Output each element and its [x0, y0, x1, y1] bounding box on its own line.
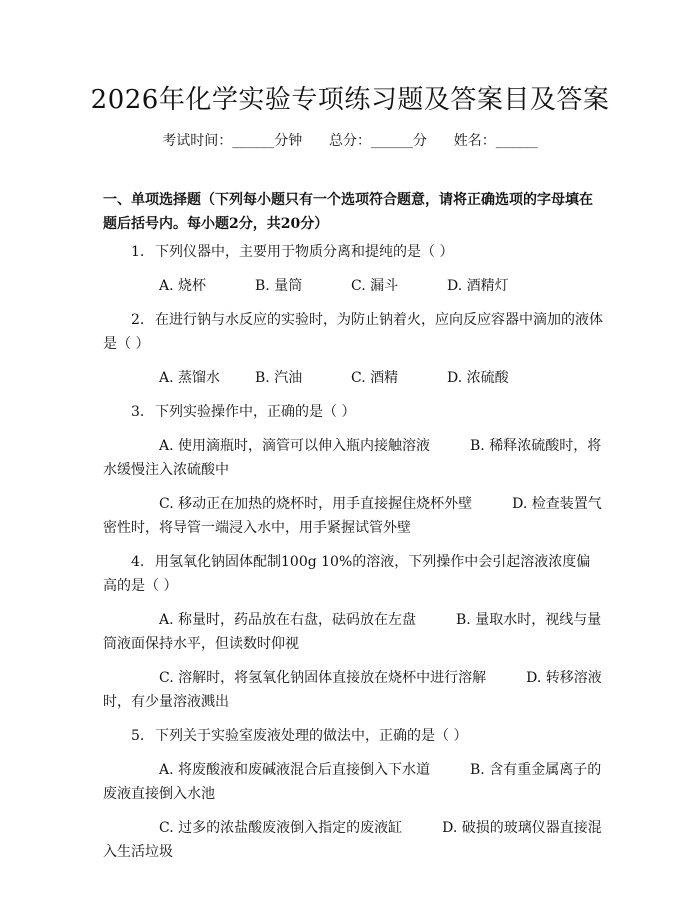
total-score-field: 总分：______分 — [329, 133, 427, 149]
option-a: A. 使用滴瓶时，滴管可以伸入瓶内接触溶液 — [159, 438, 431, 454]
question-text: 在进行钠与水反应的实验时，为防止钠着火，应向反应容器中滴加的液体是（ ） — [103, 312, 603, 352]
question-text: 下列实验操作中，正确的是（ ） — [155, 404, 356, 420]
question-number: 2. — [131, 312, 145, 328]
question-stem — [103, 550, 603, 598]
section-heading: 一、单项选择题（下列每小题只有一个选项符合题意，请将正确选项的字母填在题后括号内。每小题2分，共20分） — [103, 192, 593, 232]
options-row — [103, 366, 603, 390]
option-c: C. 溶解时，将氢氧化钠固体直接放在烧杯中进行溶解 — [159, 670, 487, 686]
question-5 — [103, 724, 603, 864]
option-c: C. 漏斗 — [351, 278, 399, 294]
option-d: D. 检查装置气密性时，将导管一端浸入水中，用手紧握试管外壁 — [103, 496, 602, 536]
option-b: B. 量筒 — [255, 278, 303, 294]
option-b: B. 含有重金属离子的废液直接倒入水池 — [103, 762, 602, 802]
question-list — [103, 240, 603, 874]
question-number: 1. — [131, 244, 145, 260]
exam-time-field: 考试时间：______分钟 — [162, 133, 303, 149]
options-cd — [103, 816, 603, 864]
option-d: D. 酒精灯 — [447, 278, 509, 294]
options-cd — [103, 666, 603, 714]
question-text: 用氢氧化钠固体配制100g 10%的溶液，下列操作中会引起溶液浓度偏高的是（ ） — [103, 554, 591, 594]
options-ab — [103, 608, 603, 656]
option-a: A. 蒸馏水 — [159, 370, 221, 386]
question-2 — [103, 308, 603, 390]
question-text: 下列仪器中，主要用于物质分离和提纯的是（ ） — [155, 244, 454, 260]
question-stem — [103, 400, 603, 424]
option-a: A. 烧杯 — [159, 278, 207, 294]
question-text: 下列关于实验室废液处理的做法中，正确的是（ ） — [155, 728, 468, 744]
option-c: C. 移动正在加热的烧杯时，用手直接握住烧杯外壁 — [159, 496, 473, 512]
option-b: B. 量取水时，视线与量筒液面保持水平，但读数时仰视 — [103, 612, 602, 652]
question-stem — [103, 240, 603, 264]
option-d: D. 破损的玻璃仪器直接混入生活垃圾 — [103, 820, 602, 860]
option-d: D. 浓硫酸 — [447, 370, 509, 386]
option-c: C. 过多的浓盐酸废液倒入指定的废液缸 — [159, 820, 403, 836]
options-ab — [103, 758, 603, 806]
option-d: D. 转移溶液时，有少量溶液溅出 — [103, 670, 602, 710]
question-4 — [103, 550, 603, 714]
option-b: B. 稀释浓硫酸时，将水缓慢注入浓硫酸中 — [103, 438, 602, 478]
exam-info-line — [0, 130, 700, 152]
options-ab — [103, 434, 603, 482]
question-stem — [103, 724, 603, 748]
question-number: 3. — [131, 404, 145, 420]
question-stem — [103, 308, 603, 356]
question-3 — [103, 400, 603, 540]
options-row — [103, 274, 603, 298]
student-name-field: 姓名：______ — [453, 133, 538, 149]
option-c: C. 酒精 — [351, 370, 399, 386]
question-1 — [103, 240, 603, 298]
options-cd — [103, 492, 603, 540]
option-a: A. 称量时，药品放在右盘，砝码放在左盘 — [159, 612, 417, 628]
question-number: 5. — [131, 728, 145, 744]
option-b: B. 汽油 — [255, 370, 303, 386]
question-number: 4. — [131, 554, 145, 570]
option-a: A. 将废酸液和废碱液混合后直接倒入下水道 — [159, 762, 431, 778]
page-title: 2026年化学实验专项练习题及答案目及答案 — [90, 85, 610, 115]
